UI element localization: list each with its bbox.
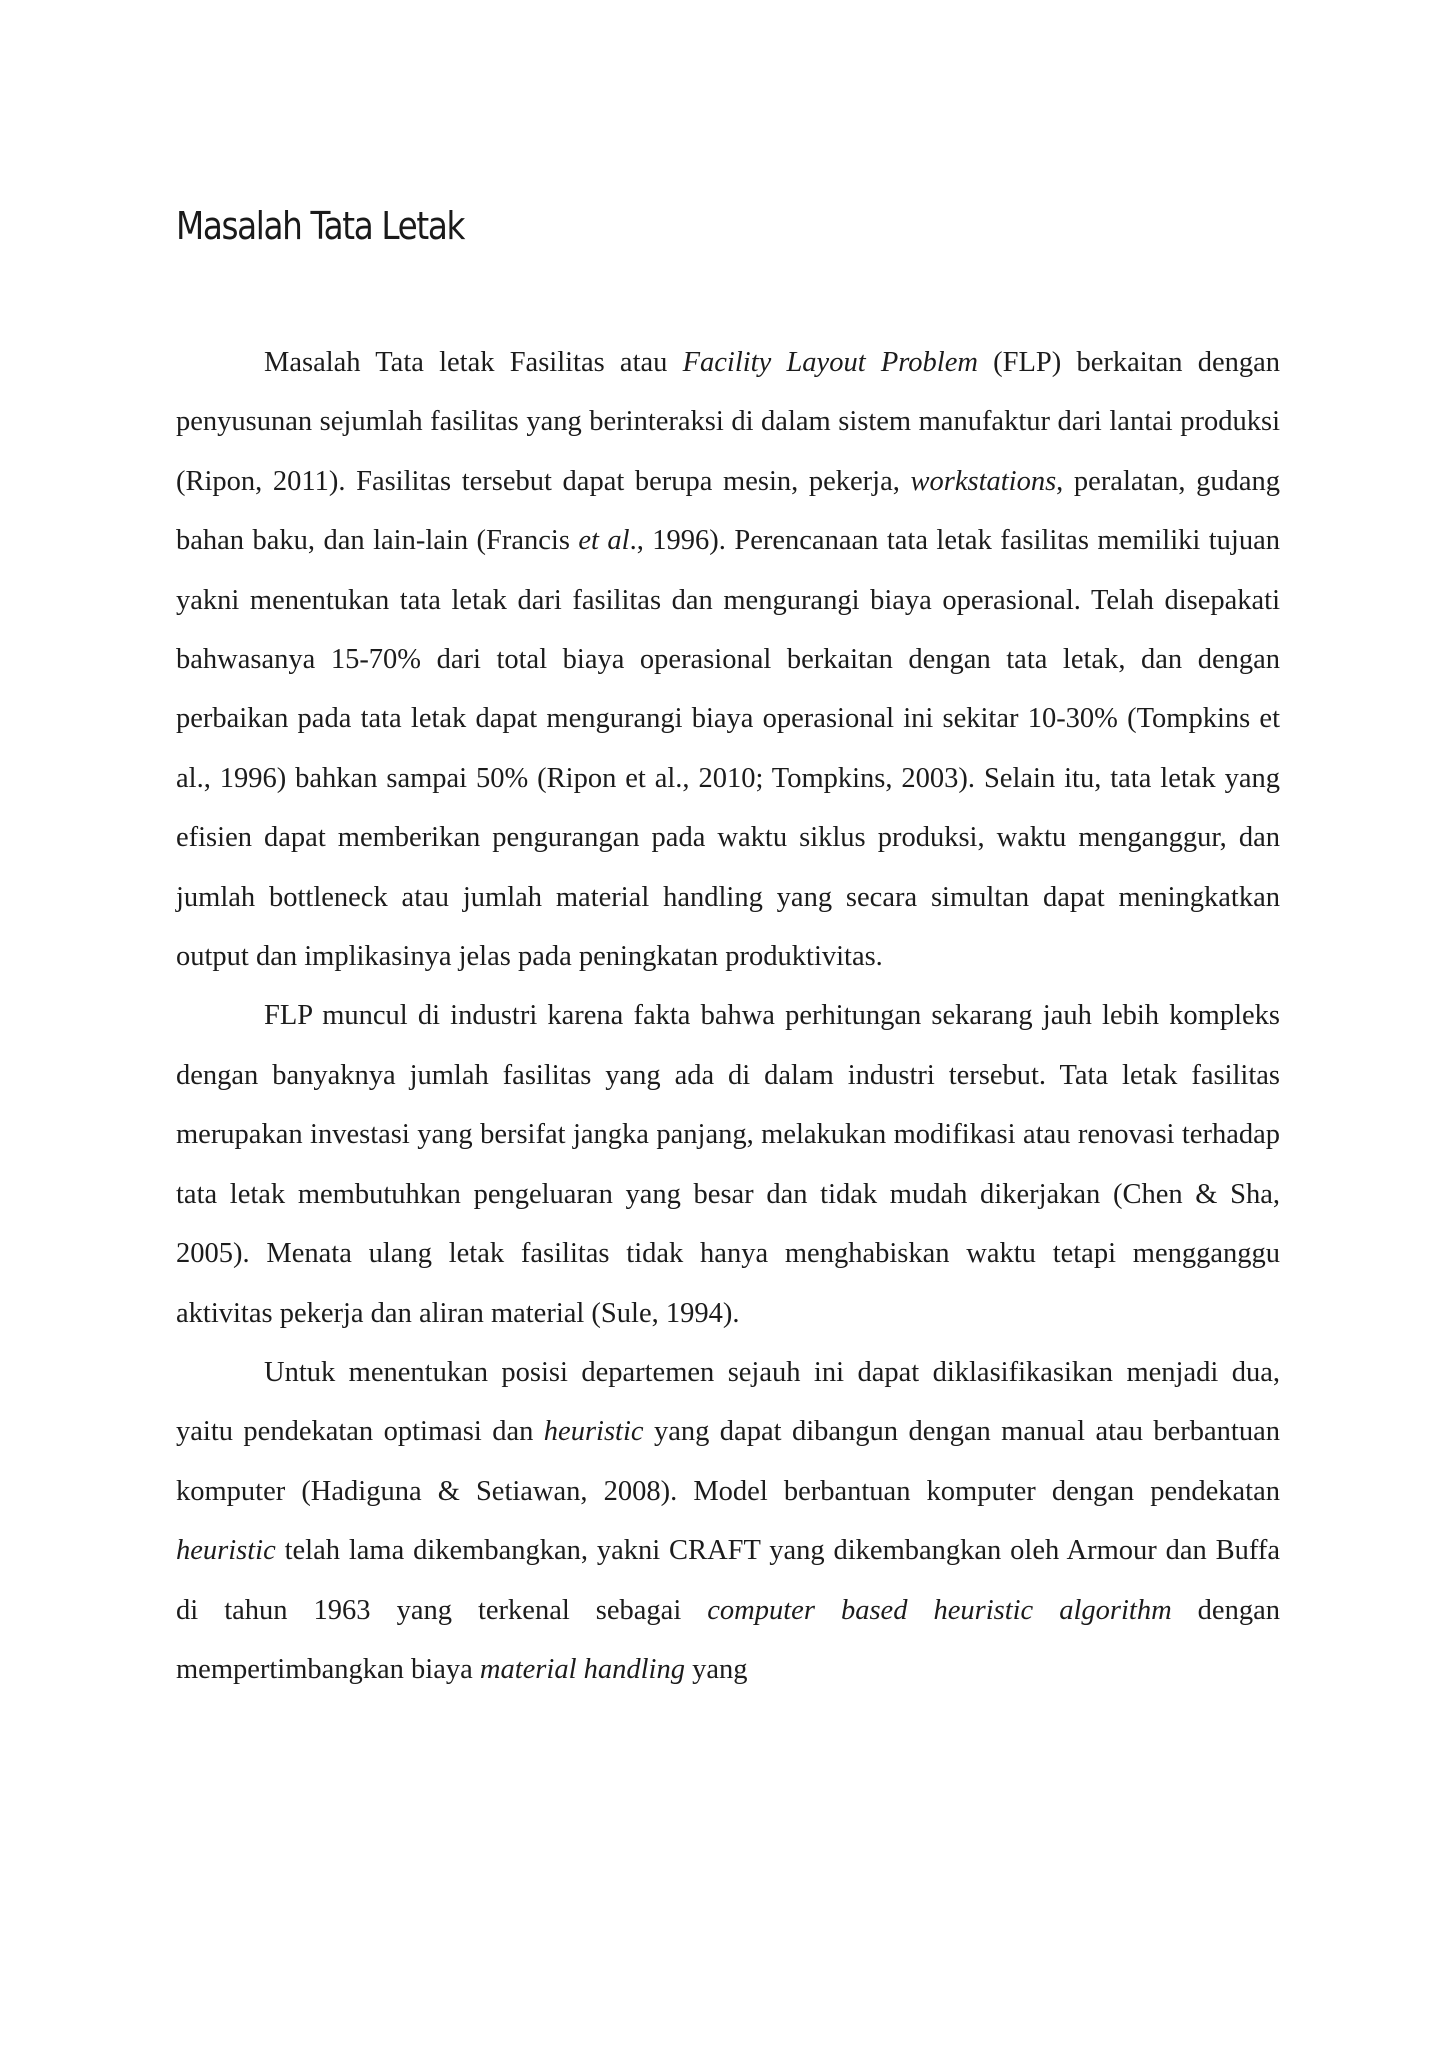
text-run: (FLP) berkaitan dengan penyusunan sejumlah fasilitas yang berinteraksi di dalam sistem manufaktur dari lantai produksi (Ripon, 2011). Fasilitas tersebut dapat berupa mesin, pekerja, xyxy=(176,347,1280,497)
text-run: , peralatan, gudang bahan baku, dan lain-lain (Francis xyxy=(176,465,1280,557)
text-run: yang xyxy=(684,1653,748,1685)
text-run: Masalah Tata letak Fasilitas atau xyxy=(264,347,683,378)
paragraph-1 xyxy=(176,333,1280,986)
italic-term: workstations xyxy=(910,465,1057,497)
text-run: Untuk menentukan posisi departemen sejauh ini dapat diklasifikasikan menjadi dua, yaitu pendekatan optimasi dan xyxy=(176,1356,1280,1448)
text-run: dengan mempertimbangkan biaya xyxy=(176,1594,1280,1685)
section-heading: Masalah Tata Letak xyxy=(176,204,465,248)
italic-term: material handling xyxy=(479,1653,685,1685)
italic-term: computer based heuristic algorithm xyxy=(707,1594,1172,1626)
italic-term: heuristic xyxy=(543,1416,644,1448)
paragraph-3 xyxy=(176,1343,1280,1699)
paragraph-2 xyxy=(176,986,1280,1342)
italic-term: Facility Layout Problem xyxy=(682,347,978,378)
text-run: FLP muncul di industri karena fakta bahwa perhitungan sekarang jauh lebih kompleks dengan banyaknya jumlah fasilitas yang ada di dalam industri tersebut. Tata letak fasilitas merupakan investasi yang bersifat jangka panjang, melakukan modifikasi atau renovasi terhadap tata letak membutuhkan pengeluaran yang besar dan tidak mudah dikerjakan (Chen & Sha, 2005). Menata ulang letak fasilitas tidak hanya menghabiskan waktu tetapi mengganggu aktivitas pekerja dan aliran material (Sule, 1994). xyxy=(176,1000,1280,1329)
text-run: ., 1996). Perencanaan tata letak fasilitas memiliki tujuan yakni menentukan tata letak dari fasilitas dan mengurangi biaya operasional. Telah disepakati bahwasanya 15-70% dari total biaya operasional berkaitan dengan tata letak, dan dengan perbaikan pada tata letak dapat mengurangi biaya operasional ini sekitar 10-30% (Tompkins et al., 1996) bahkan sampai 50% (Ripon et al., 2010; Tompkins, 2003). Selain itu, tata letak yang efisien dapat memberikan pengurangan pada waktu siklus produksi, waktu menganggur, dan jumlah bottleneck atau jumlah material handling yang secara simultan dapat meningkatkan output dan implikasinya jelas pada peningkatan produktivitas. xyxy=(176,525,1280,973)
italic-term: heuristic xyxy=(176,1535,276,1567)
body-text xyxy=(176,333,1280,1699)
text-run: yang dapat dibangun dengan manual atau berbantuan komputer (Hadiguna & Setiawan, 2008). Model berbantuan komputer dengan pendekatan xyxy=(176,1416,1280,1507)
text-run: telah lama dikembangkan, yakni CRAFT yang dikembangkan oleh Armour dan Buffa di tahun 1963 yang terkenal sebagai xyxy=(176,1535,1280,1626)
italic-term: et al xyxy=(578,525,630,557)
